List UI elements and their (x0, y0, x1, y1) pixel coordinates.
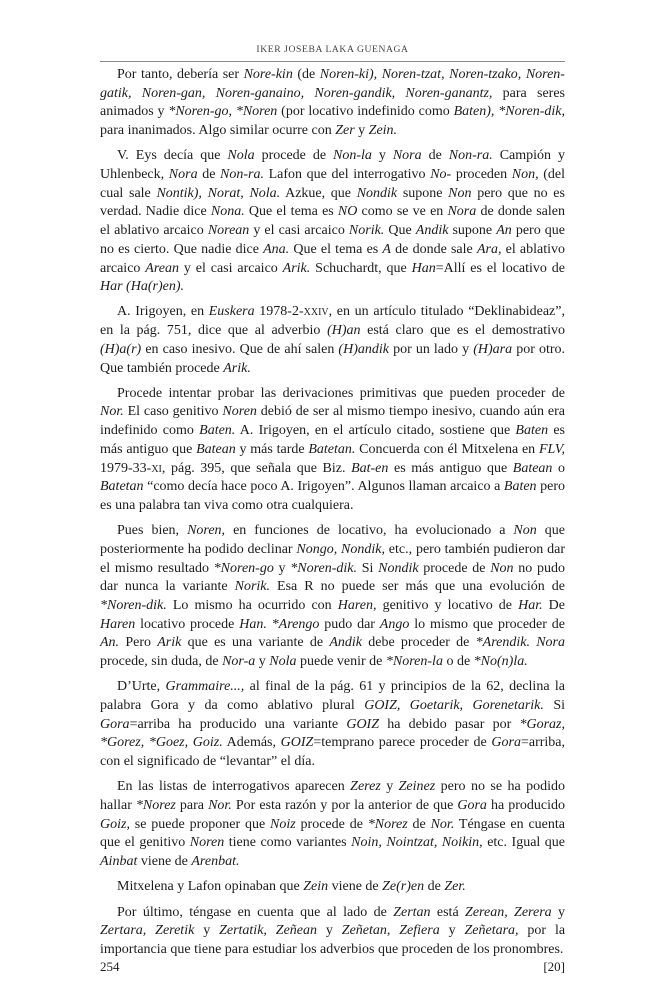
text-run: =arriba ha producido una variante (129, 716, 347, 732)
text-run: ha producido (486, 798, 566, 814)
italic-term: (H)ara (473, 341, 513, 357)
page-number: 254 (100, 959, 120, 974)
italic-term: Zerez (350, 779, 381, 795)
text-run: puede venir de (296, 654, 386, 670)
italic-term: Noiz (270, 816, 296, 832)
text-run: =Allí es el locativo de (435, 260, 565, 276)
italic-term: Nora (392, 148, 422, 164)
italic-term: Gora (491, 735, 521, 751)
italic-term: Zer. (444, 879, 466, 895)
italic-term: *Norez (135, 798, 176, 814)
text-run: A. Irigoyen, en (117, 304, 209, 320)
text-run: Concuerda con él Mitxelena en (355, 441, 539, 457)
italic-term: Haren, (337, 597, 377, 613)
text-run: Lafon que del interrogativo (264, 167, 431, 183)
italic-term: Nola (269, 654, 297, 670)
italic-term: *Noren-go (213, 560, 274, 576)
text-run: o de (442, 654, 474, 670)
italic-term: Zertatik, Zeñean (219, 923, 318, 939)
italic-term: Arik (157, 635, 182, 651)
italic-term: Ze(r)en (382, 879, 425, 895)
text-run: “como decía hace poco A. Irigoyen”. Algunos llaman arcaico a (143, 479, 504, 495)
text-run: procede, sin duda, de (100, 654, 223, 670)
italic-term: (H)an (327, 323, 361, 339)
text-run: Además, (222, 735, 281, 751)
text-run: el ablativo arcaico (100, 241, 566, 276)
italic-term: Nore-kin (243, 67, 293, 82)
text-run: es más antiguo que (388, 460, 513, 476)
bracket-page-number: [20] (543, 959, 565, 974)
text-run: procede de (254, 148, 334, 164)
italic-term: Nor. (208, 798, 232, 814)
italic-term: Arik. (282, 260, 311, 276)
italic-term: Zein (303, 879, 329, 895)
text-run: y el casi arcaico (179, 260, 283, 276)
text-run: (de (292, 67, 320, 82)
text-run: Mitxelena y Lafon opinaban que (117, 879, 304, 895)
paragraph (100, 66, 565, 141)
italic-term: *Noren-la (385, 654, 443, 670)
italic-term: An (496, 223, 512, 239)
text-run: para seres animados y (100, 85, 565, 120)
italic-term: Nondik (378, 560, 419, 576)
text-run: en funciones de locativo, ha evolucionado a (225, 523, 514, 539)
text-run: pero que no es verdad. Nadie dice (100, 185, 565, 220)
italic-term: Nora (168, 167, 198, 183)
italic-term: Andik (415, 223, 449, 239)
text-run: procede de (295, 816, 368, 832)
italic-term: Goiz, (100, 816, 130, 832)
text-run: Si (543, 698, 565, 713)
text-run: Téngase en cuenta que el genitivo (100, 816, 565, 851)
italic-term: Batetan (100, 479, 144, 495)
text-run: y (317, 923, 342, 939)
text-run: o (552, 460, 566, 476)
running-header: IKER JOSEBA LAKA GUENAGA (256, 44, 409, 55)
text-run: , pág. 395, que señala que Biz. (161, 460, 352, 476)
paragraph (100, 522, 565, 672)
text-run: Azkue, que (280, 185, 357, 201)
italic-term: *Noren-dik. (100, 597, 167, 613)
text-run: , en un artículo titulado “Deklinabideaz”, en la pág. 751, dice que al adverbio (100, 304, 565, 339)
text-run: Que (384, 223, 416, 239)
text-run: se puede proponer que (129, 816, 271, 832)
text-run: para inanimados. Algo similar ocurre con (100, 123, 336, 139)
text-run: supone (448, 223, 497, 239)
text-run: (del cual sale (100, 167, 566, 201)
italic-term: Han (411, 260, 436, 276)
italic-term: Arenbat. (191, 854, 240, 870)
italic-term: Nontik), Norat, Nola. (156, 185, 281, 201)
italic-term: Non-ra. (220, 167, 264, 183)
text-run: genitivo y locativo de (376, 597, 519, 613)
text-run: viene de (328, 879, 383, 895)
italic-term: Nongo, Nondik, (296, 541, 385, 557)
italic-term: Non (490, 560, 514, 576)
italic-term: *Noren-dik, (498, 104, 566, 120)
italic-term: Nor. (100, 404, 124, 420)
italic-term: Zertara, Zeretik (100, 923, 195, 939)
text-run: Lo mismo ha ocurrido con (166, 597, 338, 613)
italic-term: GOIZ (280, 735, 314, 751)
text-run: Procede intentar probar las derivaciones primitivas que pueden proceder de (117, 385, 565, 401)
text-run: Esa R no puede ser más que una evolución de (270, 579, 565, 595)
italic-term: Han. *Arengo (239, 616, 320, 632)
paragraph (100, 678, 565, 772)
text-run: viene de (137, 854, 192, 870)
italic-term: Arean (145, 260, 179, 276)
text-run: de (421, 148, 449, 164)
text-run: V. Eys decía que (117, 148, 228, 164)
italic-term: A (382, 241, 391, 257)
text-run: y (371, 148, 393, 164)
text-run: tiene como variantes (224, 835, 352, 851)
paragraph (100, 303, 565, 378)
text-run: por otro. Que también procede (100, 341, 565, 376)
italic-term: Non-ra. (448, 148, 493, 164)
italic-term: Baten), (453, 104, 495, 120)
paragraph (100, 778, 565, 872)
text-run: 1978-2- (254, 304, 304, 320)
text-run: como se ve en (357, 204, 448, 220)
text-run: en caso inesivo. Que de ahí salen (141, 341, 339, 357)
italic-term: Noren-ki), Noren-tzat, Noren-tzako, Noren-gatik, Noren-gan, Noren-ganaino, Noren-gandik, Noren-ganantz, (100, 67, 565, 101)
text-run: de (424, 879, 445, 895)
italic-term: Batetan. (308, 441, 356, 457)
italic-term: Zerean, Zerera (465, 904, 552, 920)
paragraph (100, 147, 565, 297)
text-run: xxiv (303, 304, 329, 320)
italic-term: Gora (457, 798, 487, 814)
text-run: Campión y Uhlenbeck, (100, 148, 565, 183)
text-run: y (551, 904, 566, 920)
text-run: Que el tema es (244, 204, 338, 220)
text-run: pero es una palabra tan viva como otra cualquiera. (100, 479, 565, 513)
text-run: En las listas de interrogativos aparecen (117, 779, 351, 795)
italic-term: Baten (503, 479, 537, 495)
text-run: El caso genitivo (123, 404, 223, 420)
text-run: y (380, 779, 399, 795)
paragraph (100, 878, 565, 897)
body-text (100, 66, 565, 966)
italic-term: *Noren-dik. (290, 560, 357, 576)
text-run: D’Urte, (117, 679, 166, 695)
text-run: de (197, 167, 221, 183)
paragraph (100, 385, 565, 516)
italic-term: Grammaire..., (165, 679, 245, 695)
text-run: 1979-33- (100, 460, 152, 476)
text-run: Si (357, 560, 379, 576)
text-run: y (439, 923, 465, 939)
text-run: etc., pero también pudieron dar el mismo resultado (100, 541, 565, 576)
text-run: por la importancia que tiene para estudiar los adverbios que proceden de los pronombres. (100, 923, 566, 957)
italic-term: Noren (222, 404, 257, 420)
text-run: =temprano parece proceder de (313, 735, 492, 751)
italic-term: Norik. (234, 579, 270, 595)
text-run: pero que no es cierto. Que nadie dice (100, 223, 566, 257)
italic-term: GOIZ (346, 716, 379, 732)
italic-term: Non, (511, 167, 539, 183)
text-run: que es una variante de (181, 635, 330, 651)
italic-term: Zeinez (398, 779, 436, 795)
text-run: etc. Igual que (482, 835, 566, 851)
text-run: locativo procede (135, 616, 240, 632)
text-run: y (354, 123, 369, 139)
italic-term: Nor-a (222, 654, 256, 670)
italic-term: GOIZ, Goetarik, Gorenetarik. (364, 698, 544, 713)
italic-term: Ango (379, 616, 410, 632)
italic-term: Nora (447, 204, 477, 220)
italic-term: Norean (207, 223, 250, 239)
header-rule (100, 61, 565, 62)
italic-term: (H)andik (338, 341, 389, 357)
text-run: De (542, 597, 565, 613)
text-run: =arriba, con el significado de “levantar” el día. (100, 735, 566, 770)
text-run: lo mismo que proceder de (409, 616, 565, 632)
italic-term: *Goraz, *Gorez, *Goez, Goiz. (100, 716, 565, 751)
text-run: proceden (451, 167, 512, 183)
italic-term: (H)a(r) (100, 341, 142, 357)
italic-term: Zer (335, 123, 355, 139)
text-run: y (194, 923, 220, 939)
italic-term: Batean (196, 441, 236, 457)
italic-term: Haren (100, 616, 136, 632)
italic-term: Noin, Nointzat, Noikin, (351, 835, 483, 851)
text-run: supone (397, 185, 449, 201)
text-run: Por último, téngase en cuenta que al lado de (117, 904, 394, 920)
text-run: y (255, 654, 270, 670)
italic-term: *No(n)la. (473, 654, 528, 670)
italic-term: Baten (515, 423, 549, 439)
italic-term: Har (Ha(r)en). (100, 279, 184, 295)
italic-term: Ana. (263, 241, 290, 257)
italic-term: Nondik (356, 185, 398, 201)
text-run: y (273, 560, 291, 576)
italic-term: Ara, (476, 241, 502, 257)
italic-term: Noren (189, 835, 225, 851)
text-run: debió de ser al mismo tiempo inesivo, cuando aún era indefinido como (100, 404, 566, 439)
text-run: es más antiguo que (100, 423, 565, 457)
italic-term: NO (337, 204, 358, 220)
text-run: para (175, 798, 209, 814)
text-run: debe proceder de (361, 635, 476, 651)
italic-term: Nona. (210, 204, 245, 220)
italic-term: Norik. (348, 223, 385, 239)
text-run: Pero (119, 635, 158, 651)
text-run: A. Irigoyen, en el artículo citado, sostiene que (235, 423, 516, 439)
italic-term: Bat-en (351, 460, 389, 476)
text-run: Por tanto, debería ser (117, 67, 244, 82)
text-run: pudo dar (319, 616, 380, 632)
text-run: y el casi arcaico (249, 223, 349, 239)
text-run: Pues bien, (117, 523, 188, 539)
text-run: pero no se ha podido hallar (100, 779, 565, 814)
text-run: ha debido pasar por (379, 716, 520, 732)
italic-term: Arik. (223, 360, 251, 376)
italic-term: Zeñetara, (464, 923, 519, 939)
italic-term: Ainbat (100, 854, 138, 870)
text-run: al final de la pág. 61 y principios de la 62, declina la palabra Gora y da como ablativo plural (100, 679, 565, 713)
italic-term: *Noren-go, *Noren (168, 104, 278, 120)
text-run: que posteriormente ha podido declinar (100, 523, 565, 557)
text-run: (por locativo indefinido como (277, 104, 454, 120)
italic-term: Gora (100, 716, 130, 732)
italic-term: Andik (329, 635, 362, 651)
text-run: procede de (418, 560, 491, 576)
italic-term: Batean (512, 460, 553, 476)
text-run: Que el tema es (289, 241, 383, 257)
italic-term: Non (448, 185, 472, 201)
italic-term: Nor. (430, 816, 455, 832)
italic-term: Baten. (199, 423, 236, 439)
italic-term: An. (100, 635, 120, 651)
text-run: de donde salen el ablativo arcaico (100, 204, 565, 239)
paragraph (100, 904, 565, 960)
italic-term: Zein. (368, 123, 398, 139)
text-run: de (407, 816, 431, 832)
text-run: por un lado y (388, 341, 474, 357)
italic-term: *Arendik. Nora (475, 635, 565, 651)
italic-term: FLV, (538, 441, 566, 457)
text-run: Schuchardt, que (310, 260, 412, 276)
text-run: está claro que es el demostrativo (360, 323, 565, 339)
text-run: de donde sale (390, 241, 477, 257)
italic-term: Zeñetan, Zefiera (341, 923, 440, 939)
italic-term: Euskera (208, 304, 255, 320)
italic-term: Nola (227, 148, 255, 164)
italic-term: Har. (518, 597, 543, 613)
italic-term: Non-la (333, 148, 372, 164)
text-run: Por esta razón y por la anterior de que (231, 798, 458, 814)
text-run: está (430, 904, 466, 920)
text-run: y más tarde (235, 441, 309, 457)
italic-term: Zertan (393, 904, 431, 920)
italic-term: Noren, (187, 523, 226, 539)
italic-term: *Norez (367, 816, 408, 832)
italic-term: Non (513, 523, 537, 539)
italic-term: No- (430, 167, 452, 183)
text-run: xi (151, 460, 162, 476)
text-run: no pudo dar nunca la variante (100, 560, 565, 595)
